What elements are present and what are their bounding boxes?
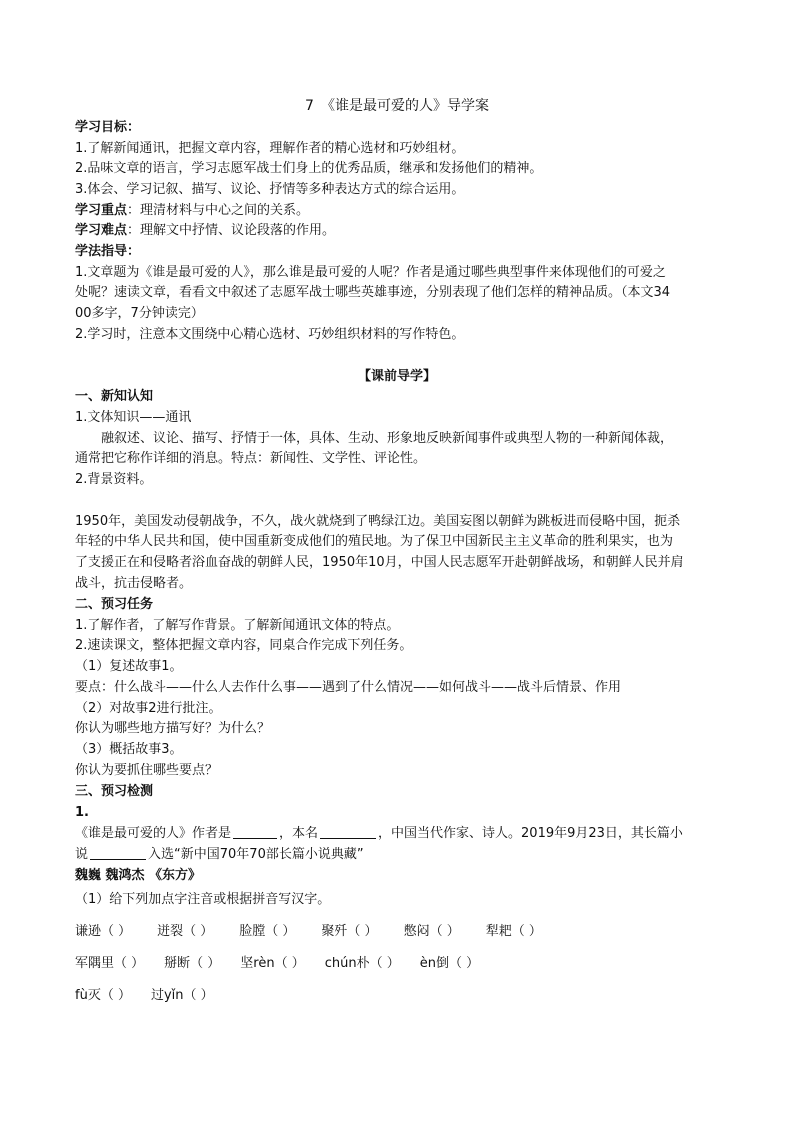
words-row-1 bbox=[75, 922, 542, 942]
background-label: 2.背景资料。 bbox=[75, 472, 153, 487]
part2-heading: 二、预习任务 bbox=[75, 597, 154, 612]
background-line-1: 1950年，美国发动侵朝战争，不久，战火就烧到了鸭绿江边。美国妄图以朝鲜为跳板进而侵略中国，扼杀 bbox=[75, 514, 681, 529]
word-item[interactable]: chún朴（ ） bbox=[324, 956, 400, 971]
word-item[interactable]: 过yǐn（ ） bbox=[150, 988, 214, 1003]
objective-3: 3.体会、学习记叙、描写、议论、抒情等多种表达方式的综合运用。 bbox=[75, 182, 465, 197]
background-line-3: 了支援正在和侵略者浴血奋战的朝鲜人民，1950年10月，中国人民志愿军开赴朝鲜战场，和朝鲜人民并肩 bbox=[75, 555, 684, 570]
part1-heading: 一、新知认知 bbox=[75, 389, 154, 404]
task-line-6: 你认为哪些地方描写好？为什么？ bbox=[75, 721, 271, 736]
task-line-2: 2.速读课文，整体把握文章内容，同桌合作完成下列任务。 bbox=[75, 638, 413, 653]
q1-text-a: 《谁是最可爱的人》作者是 bbox=[75, 826, 232, 841]
word-item[interactable]: 坚rèn（ ） bbox=[240, 956, 305, 971]
method-line-4: 2.学习时，注意本文围绕中心精心选材、巧妙组织材料的写作特色。 bbox=[75, 327, 465, 342]
q1-text-e: 入选“新中国70年70部长篇小说典藏” bbox=[148, 847, 364, 862]
task-line-3: （1）复述故事1。 bbox=[75, 659, 183, 674]
q1-text-c: ，中国当代作家、诗人。2019年9月23日，其长篇小 bbox=[378, 826, 683, 841]
task-line-4: 要点：什么战斗——什么人去作什么事——遇到了什么情况——如何战斗——战斗后情景、作用 bbox=[75, 680, 622, 695]
author-blank[interactable] bbox=[233, 825, 277, 839]
genre-line-2: 通常把它称作详细的消息。特点：新闻性、文学性、评论性。 bbox=[75, 451, 427, 466]
real-name-blank[interactable] bbox=[320, 825, 376, 839]
pre-class-heading: 【课前导学】 bbox=[357, 369, 436, 384]
word-item[interactable]: fù灭（ ） bbox=[75, 988, 131, 1003]
objective-2: 2.品味文章的语言，学习志愿军战士们身上的优秀品质，继承和发扬他们的精神。 bbox=[75, 161, 543, 176]
q1-line-2 bbox=[75, 845, 364, 865]
key-point-label: 学习重点 bbox=[75, 203, 128, 218]
word-item[interactable]: 脸膛（ ） bbox=[239, 924, 296, 939]
genre-label: 1.文体知识——通讯 bbox=[75, 410, 192, 425]
key-point-line bbox=[75, 201, 309, 221]
words-row-3 bbox=[75, 986, 214, 1006]
novel-blank[interactable] bbox=[90, 846, 146, 860]
words-row-2 bbox=[75, 954, 479, 974]
method-line-1: 1.文章题为《谁是最可爱的人》，那么谁是最可爱的人呢？作者是通过哪些典型事件来体现他们的可爱之 bbox=[75, 265, 666, 280]
task-line-1: 1.了解作者，了解写作背景。了解新闻通讯文体的特点。 bbox=[75, 618, 400, 633]
q1-text-b: ，本名 bbox=[279, 826, 319, 841]
background-line-2: 年轻的中华人民共和国，使中国重新变成他们的殖民地。为了保卫中国新民主主义革命的胜利果实，也为 bbox=[75, 534, 674, 549]
word-item[interactable]: 憋闷（ ） bbox=[403, 924, 460, 939]
task-line-8: 你认为要抓住哪些要点？ bbox=[75, 763, 219, 778]
q2-instruction: （1）给下列加点字注音或根据拼音写汉字。 bbox=[75, 892, 331, 907]
task-line-7: （3）概括故事3。 bbox=[75, 742, 183, 757]
q1-number: 1. bbox=[75, 805, 89, 820]
objectives-heading: 学习目标： bbox=[75, 120, 141, 135]
word-item[interactable]: èn倒（ ） bbox=[419, 956, 480, 971]
method-line-3: 00多字，7分钟读完） bbox=[75, 306, 204, 321]
background-line-4: 战斗，抗击侵略者。 bbox=[75, 576, 193, 591]
task-line-5: （2）对故事2进行批注。 bbox=[75, 701, 222, 716]
word-item[interactable]: 军隅里（ ） bbox=[75, 956, 145, 971]
word-item[interactable]: 掰断（ ） bbox=[164, 956, 221, 971]
difficulty-label: 学习难点 bbox=[75, 223, 128, 238]
answer-line: 魏巍 魏鸿杰 《东方》 bbox=[75, 868, 202, 883]
genre-line-1: 融叙述、议论、描写、抒情于一体，具体、生动、形象地反映新闻事件或典型人物的一种新闻体裁， bbox=[101, 431, 674, 446]
page-title: 7 《谁是最可爱的人》导学案 bbox=[305, 98, 489, 114]
q1-line-1 bbox=[75, 824, 683, 844]
word-item[interactable]: 谦逊（ ） bbox=[75, 924, 132, 939]
difficulty-text: ：理解文中抒情、议论段落的作用。 bbox=[127, 223, 336, 238]
key-point-text: ：理清材料与中心之间的关系。 bbox=[127, 203, 310, 218]
q1-text-d: 说 bbox=[75, 847, 89, 862]
part3-heading: 三、预习检测 bbox=[75, 784, 154, 799]
word-item[interactable]: 迸裂（ ） bbox=[157, 924, 214, 939]
method-line-2: 处呢？速读文章，看看文中叙述了志愿军战士哪些英雄事迹，分别表现了他们怎样的精神品质。（本文34 bbox=[75, 285, 671, 300]
word-item[interactable]: 聚歼（ ） bbox=[321, 924, 378, 939]
difficulty-line bbox=[75, 221, 335, 241]
word-item[interactable]: 犁耙（ ） bbox=[485, 924, 542, 939]
method-heading: 学法指导： bbox=[75, 244, 141, 259]
objective-1: 1.了解新闻通讯，把握文章内容，理解作者的精心选材和巧妙组材。 bbox=[75, 141, 465, 156]
